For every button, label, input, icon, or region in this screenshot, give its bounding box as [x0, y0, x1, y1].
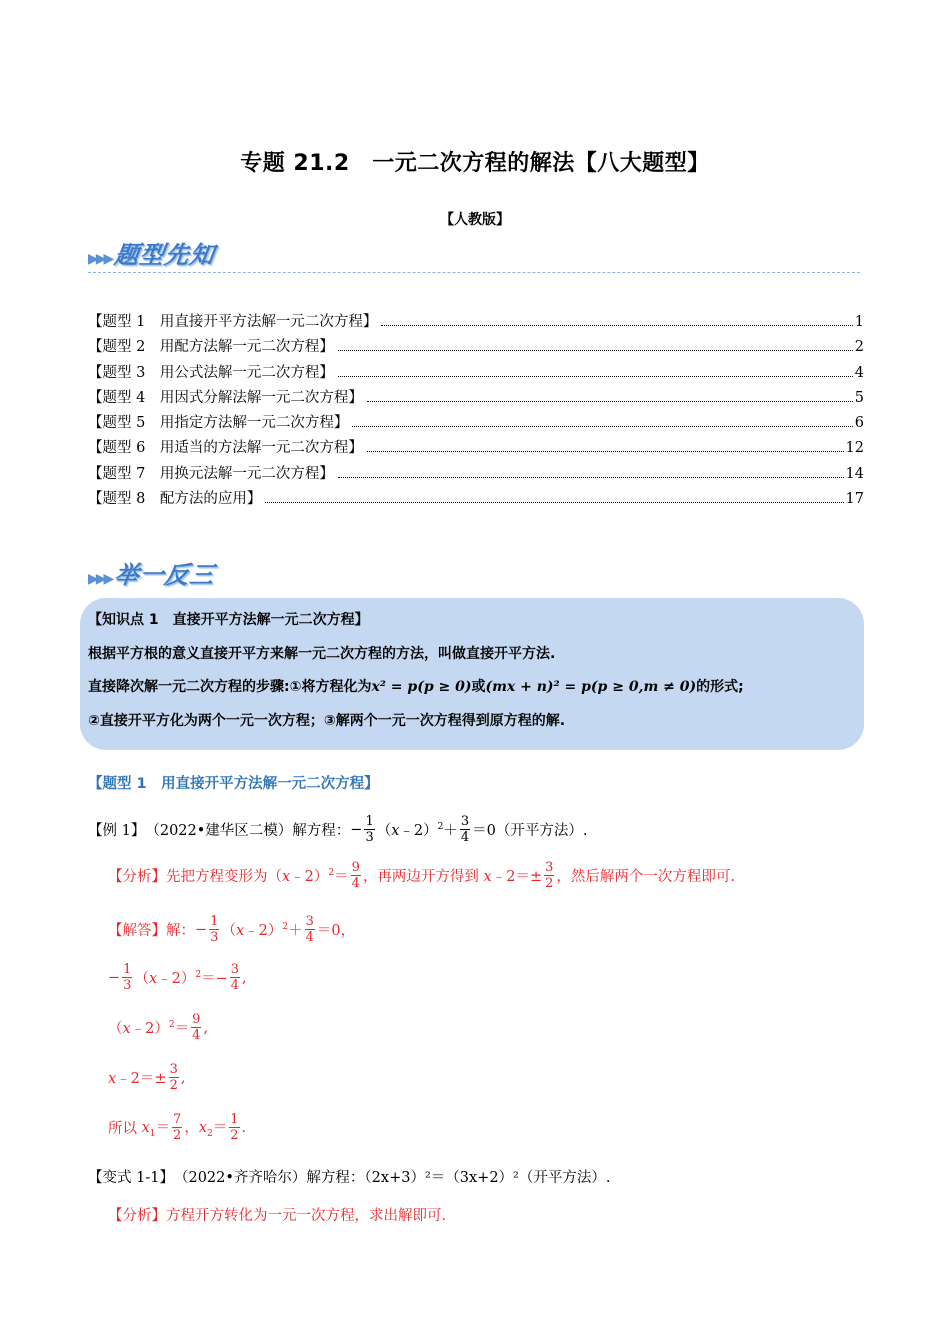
example-tag: 【例 1】 [88, 823, 146, 839]
banner-preview [88, 236, 215, 270]
step-2: （x﹣2）$^2$＝ $\frac{9}{4}$ , [108, 1012, 209, 1043]
answer-tag: 【解答】 [108, 923, 166, 939]
toc-item[interactable] [88, 361, 864, 386]
toc-item[interactable] [88, 487, 864, 512]
toc-label: 【题型 7 用换元法解一元二次方程】 [88, 465, 334, 482]
toc-page: 1 [854, 314, 864, 330]
toc-item[interactable] [88, 310, 864, 335]
step-1: − $\frac{1}{3}$ （x﹣2）$^2$＝− $\frac{3}{4}$ , [108, 962, 247, 993]
example-tail: （开平方法）. [495, 823, 588, 839]
step-3: x﹣2＝± $\frac{3}{2}$ , [108, 1062, 186, 1093]
toc-page: 2 [854, 339, 864, 356]
variant-tag: 【变式 1-1】 [88, 1170, 174, 1186]
page-title: 专题 21.2 一元二次方程的解法【八大题型】 [240, 151, 710, 176]
knowledge-steps-cont: ②直接开平方化为两个一元一次方程；③解两个一元一次方程得到原方程的解. [88, 712, 566, 729]
analysis-1: 【分析】 先把方程变形为（ x﹣2）$^2$＝ $\frac{9}{4}$ ，再两边开方得到 x﹣2＝± $\frac{3}{2}$ ，然后解两个一次方程即可. [108, 860, 735, 891]
toc-page: 17 [845, 491, 864, 508]
banner-practice-text: 举一反三 [112, 561, 217, 589]
toc-item[interactable] [88, 462, 864, 487]
variant-text: （2022•齐齐哈尔）解方程：（2x+3）²＝（3x+2）²（开平方法）. [173, 1170, 611, 1186]
toc-label: 【题型 3 用公式法解一元二次方程】 [88, 364, 334, 381]
knowledge-box [80, 598, 864, 750]
formula-mx-n-squared: (mx + n)² = p(p ≥ 0,m ≠ 0) [485, 679, 697, 695]
toc-page: 12 [845, 440, 864, 457]
toc-item[interactable] [88, 436, 864, 461]
toc-page: 5 [854, 389, 864, 406]
toc-page: 14 [845, 465, 864, 482]
toc-item[interactable] [88, 386, 864, 411]
banner-practice [88, 556, 215, 590]
answer-1: 【解答】 解： − $\frac{1}{3}$ （x﹣2）$^2$＋ $\frac{3}{4}$ ＝0， [108, 914, 356, 945]
question-type-heading: 【题型 1 用直接开平方法解一元二次方程】 [88, 776, 379, 792]
toc-page: 4 [854, 364, 864, 381]
toc-label: 【题型 6 用适当的方法解一元二次方程】 [88, 440, 363, 457]
analysis-tag: 【分析】 [108, 1208, 166, 1224]
example-1: 【例 1】 （2022•建华区二模）解方程： − $\frac{1}{3}$ （x﹣2）$^2$＋ $\frac{3}{4}$ ＝0 （开平方法）. [88, 814, 588, 845]
toc-label: 【题型 4 用因式分解法解一元二次方程】 [88, 389, 363, 406]
toc-label: 【题型 1 用直接开平方法解一元二次方程】 [88, 314, 378, 330]
analysis-2: 【分析】 方程开方转化为一元一次方程，求出解即可. [108, 1204, 446, 1225]
toc-label: 【题型 8 配方法的应用】 [88, 491, 262, 508]
toc-item[interactable] [88, 411, 864, 436]
toc-label: 【题型 5 用指定方法解一元二次方程】 [88, 415, 349, 432]
toc-page: 6 [854, 415, 864, 432]
knowledge-definition: 根据平方根的意义直接开平方来解一元二次方程的方法，叫做直接开平方法. [88, 645, 556, 662]
triple-arrow-icon: ▶▶▶ [88, 251, 112, 267]
table-of-contents [88, 310, 864, 512]
formula-x-squared: x² = p(p ≥ 0) [371, 679, 472, 695]
knowledge-heading: 【知识点 1 直接开平方法解一元二次方程】 [88, 612, 369, 628]
step-conclusion: 所以 $x_1=$ $\frac{7}{2}$ ，$x_2=$ $\frac{1}{2}$ . [108, 1112, 247, 1143]
triple-arrow-icon: ▶▶▶ [88, 571, 112, 587]
edition-label: 【人教版】 [440, 212, 510, 228]
toc-label: 【题型 2 用配方法解一元二次方程】 [88, 339, 334, 356]
banner-preview-text: 题型先知 [112, 241, 217, 269]
analysis-tag: 【分析】 [108, 869, 166, 885]
example-source: （2022•建华区二模）解方程： [145, 823, 351, 839]
knowledge-steps: 直接降次解一元二次方程的步骤:①将方程化为x² = p(p ≥ 0)或(mx + n)² = p(p ≥ 0,m ≠ 0)的形式; [88, 679, 744, 695]
banner-divider [88, 272, 860, 273]
variant-1-1 [88, 1166, 610, 1187]
toc-item[interactable] [88, 335, 864, 360]
